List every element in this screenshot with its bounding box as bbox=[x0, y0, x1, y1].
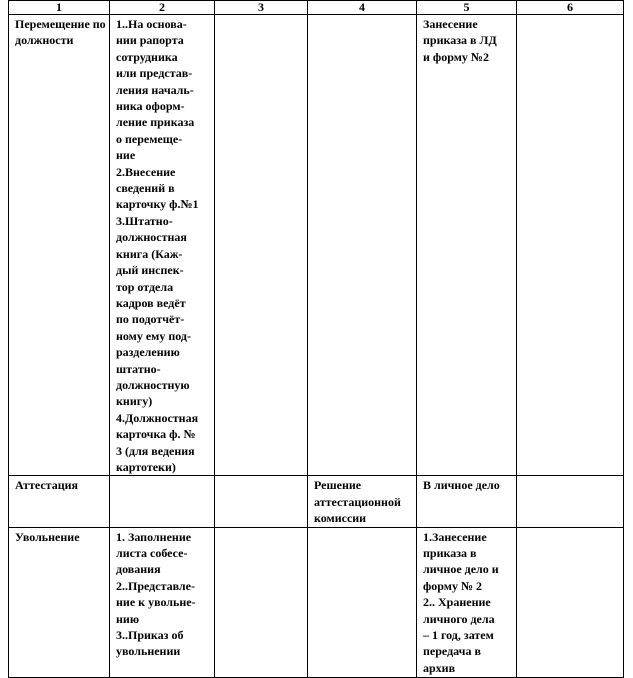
cell-text: Занесение приказа в ЛД и форму №2 bbox=[423, 17, 497, 64]
table-cell bbox=[417, 527, 517, 677]
column-header: 2 bbox=[110, 1, 215, 15]
table-cell bbox=[9, 15, 110, 476]
column-header: 5 bbox=[417, 1, 517, 15]
table-cell bbox=[417, 476, 517, 527]
table-cell bbox=[308, 15, 417, 476]
records-table bbox=[8, 0, 624, 678]
table-row bbox=[9, 476, 624, 527]
column-header: 4 bbox=[308, 1, 417, 15]
table-cell bbox=[517, 476, 624, 527]
table-cell bbox=[308, 476, 417, 527]
cell-text: Решение аттестационной комиссии bbox=[314, 478, 401, 526]
table-cell bbox=[9, 476, 110, 527]
cell-text: Увольнение bbox=[15, 529, 80, 544]
column-header: 3 bbox=[215, 1, 308, 15]
cell-text: 1.Занесение приказа в личное дело и форму № 2 2.. Хранение личного дела – 1 год, затем передача в архив bbox=[423, 529, 499, 675]
table-cell bbox=[110, 527, 215, 677]
table-cell bbox=[110, 476, 215, 527]
table-cell bbox=[110, 15, 215, 476]
cell-text: 1. Заполнение листа собесе- дования 2..Представле- ние к увольне- нию 3..Приказ об увольнении bbox=[116, 529, 196, 659]
table-cell bbox=[215, 15, 308, 476]
table-cell bbox=[215, 476, 308, 527]
header-row bbox=[9, 1, 624, 15]
column-header: 1 bbox=[9, 1, 110, 15]
table-row bbox=[9, 527, 624, 677]
table-cell bbox=[517, 15, 624, 476]
table-cell bbox=[9, 527, 110, 677]
column-header: 6 bbox=[517, 1, 624, 15]
table-row bbox=[9, 15, 624, 476]
cell-text: 1..На основа- нии рапорта сотрудника или представ- ления началь- ника оформ- ление приказа о перемеще- ние 2.Внесение сведений в карточку ф.№1 3.Штатно- должностная книга (Каж- дый инспек- тор отдела кадров ведёт по подотчёт- ному ему под- разделению штатно- должностную книгу) 4.Должностная карточка ф. № 3 (для ведения картотеки) bbox=[116, 17, 199, 474]
table-cell bbox=[517, 527, 624, 677]
cell-text: В личное дело bbox=[423, 478, 500, 493]
cell-text: Аттестация bbox=[15, 478, 79, 493]
table-cell bbox=[417, 15, 517, 476]
table-cell bbox=[215, 527, 308, 677]
cell-text: Перемещение по должности bbox=[15, 17, 106, 48]
table-cell bbox=[308, 527, 417, 677]
